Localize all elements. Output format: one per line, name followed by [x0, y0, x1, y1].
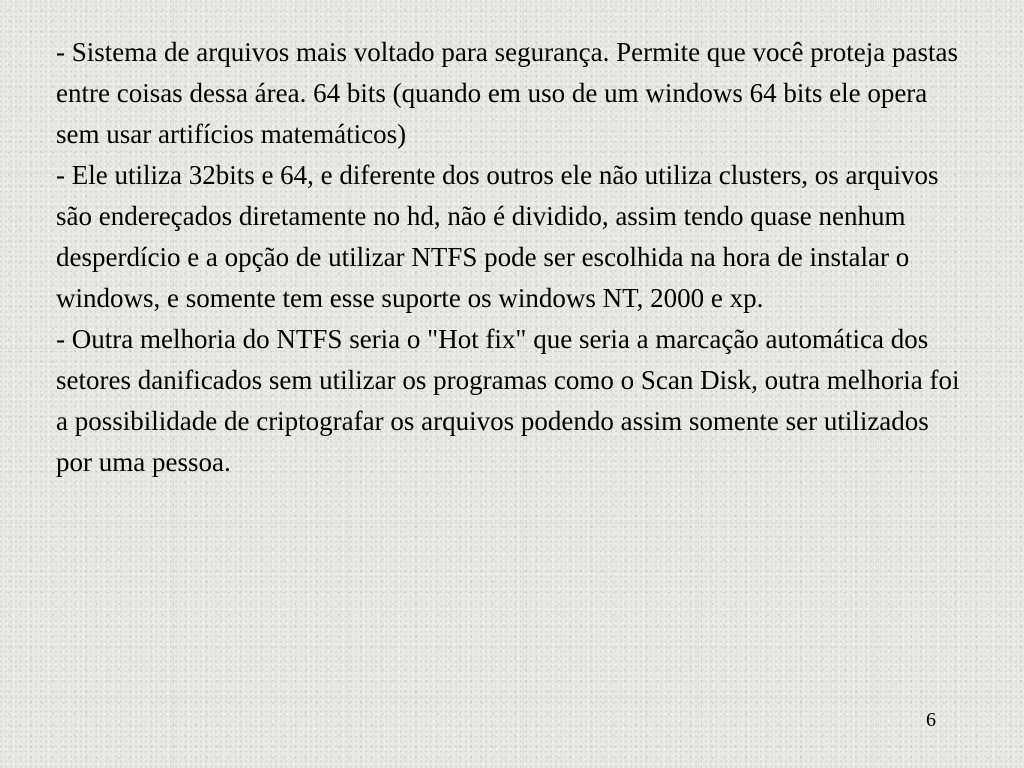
- paragraph-hot-fix: - Outra melhoria do NTFS seria o "Hot fix" que seria a marcação automática dos setores danificados sem utilizar os programas como o Scan Disk, outra melhoria foi a possibilidade de criptografar os arquivos podendo assim somente ser utilizados por uma pessoa.: [56, 324, 960, 477]
- slide-number: 6: [926, 709, 936, 731]
- paragraph-clusters: - Ele utiliza 32bits e 64, e diferente dos outros ele não utiliza clusters, os arquivos são endereçados diretamente no hd, não é dividido, assim tendo quase nenhum desperdício e a opção de utilizar NTFS pode ser escolhida na hora de instalar o windows, e somente tem esse suporte os windows NT, 2000 e xp.: [56, 160, 939, 313]
- paragraph-security: - Sistema de arquivos mais voltado para segurança. Permite que você proteja pastas entre coisas dessa área. 64 bits (quando em uso de um windows 64 bits ele opera sem usar artifícios matemáticos): [56, 37, 958, 149]
- slide-body-text: [56, 32, 968, 483]
